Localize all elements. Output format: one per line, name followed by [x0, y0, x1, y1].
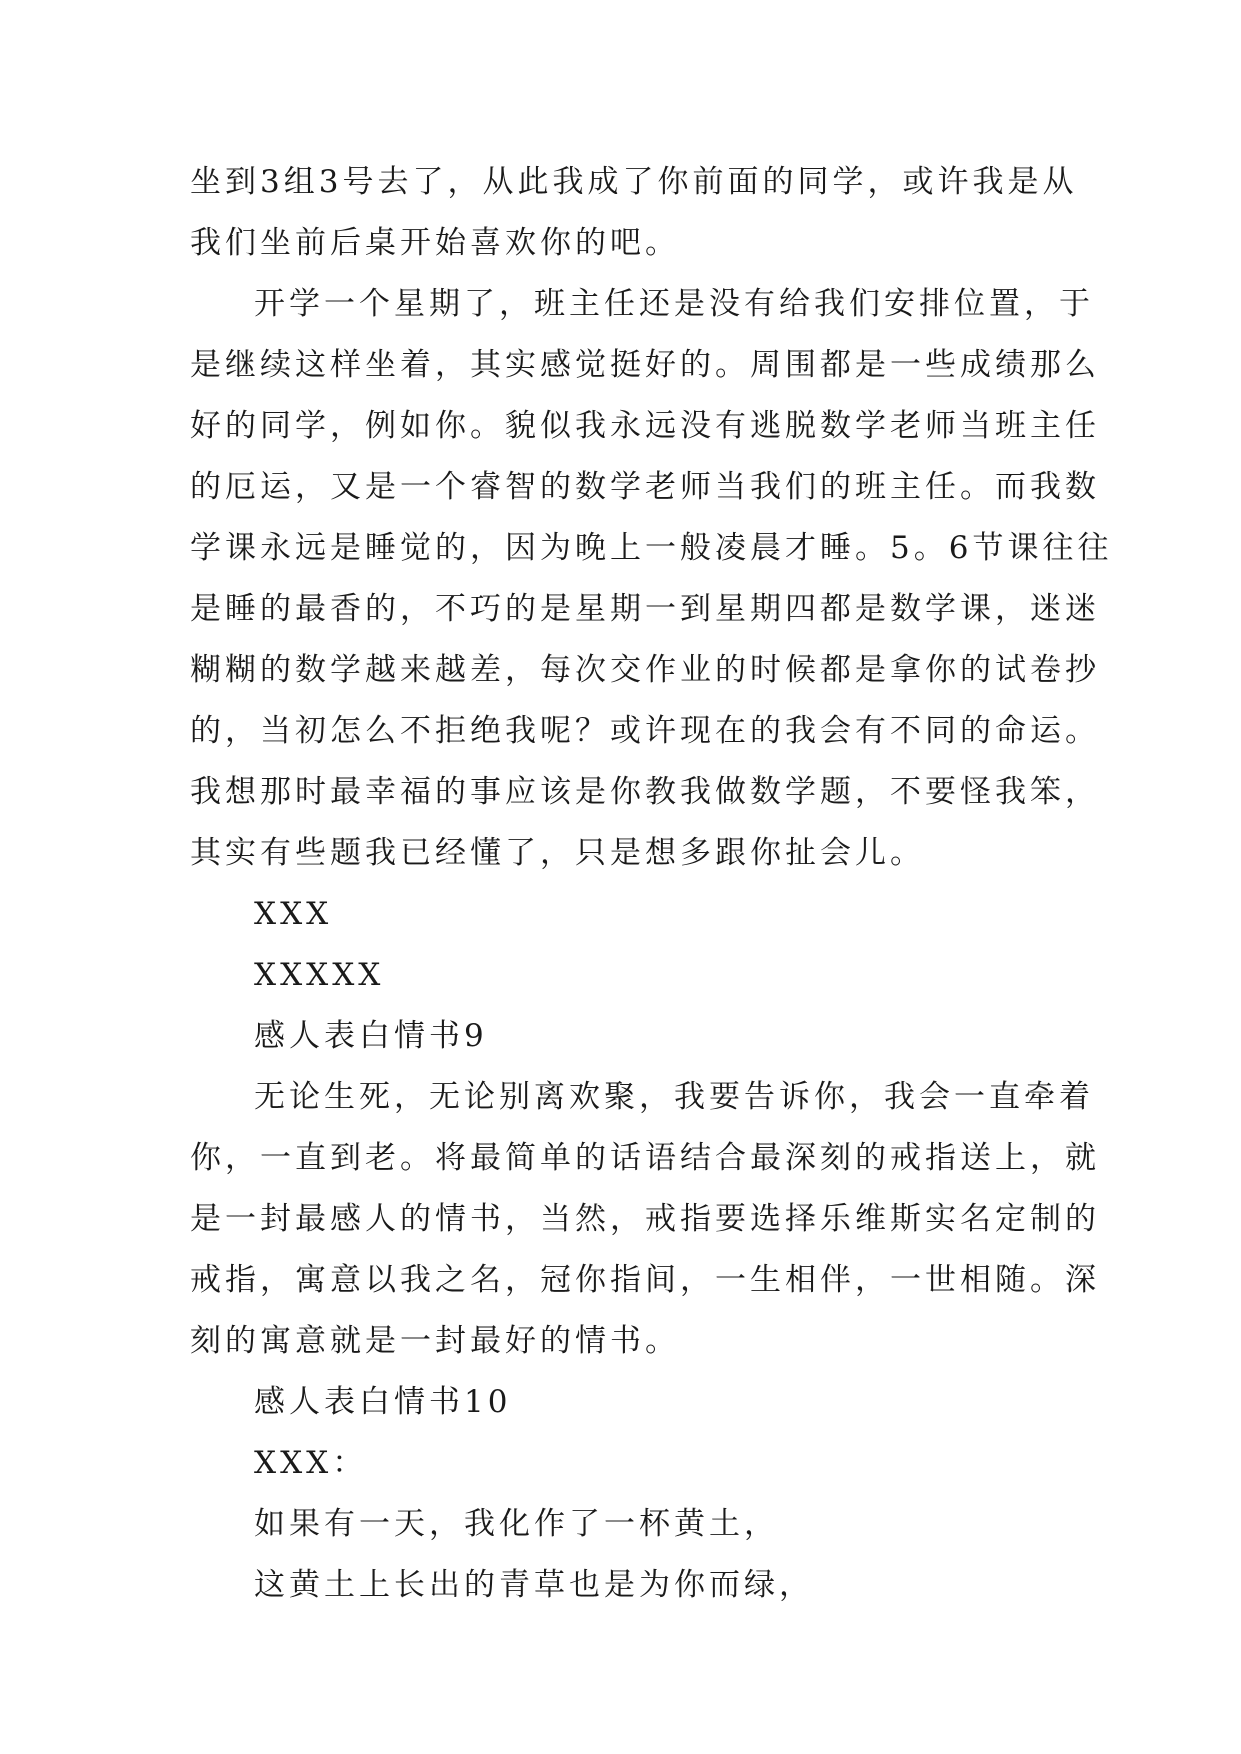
text-line: 你，一直到老。将最简单的话语结合最深刻的戒指送上，就: [190, 1140, 1100, 1176]
text-line: 是继续这样坐着，其实感觉挺好的。周围都是一些成绩那么: [190, 347, 1100, 383]
text-line: 开学一个星期了，班主任还是没有给我们安排位置，于: [254, 286, 1094, 322]
signature-name: XXXXX: [254, 957, 385, 993]
text-line: 是一封最感人的情书，当然，戒指要选择乐维斯实名定制的: [190, 1201, 1100, 1237]
section-heading: 感人表白情书9: [254, 1018, 488, 1054]
salutation: XXX：: [254, 1445, 368, 1481]
text-line: 坐到3组3号去了，从此我成了你前面的同学，或许我是从: [190, 164, 1078, 200]
text-line: 无论生死，无论别离欢聚，我要告诉你，我会一直牵着: [254, 1079, 1094, 1115]
text-line: 好的同学，例如你。貌似我永远没有逃脱数学老师当班主任: [190, 408, 1100, 444]
text-line: 我们坐前后桌开始喜欢你的吧。: [190, 225, 680, 261]
text-line: 学课永远是睡觉的，因为晚上一般凌晨才睡。5。6节课往往: [190, 530, 1113, 566]
recipient-name: XXX: [254, 896, 333, 932]
text-line: 其实有些题我已经懂了，只是想多跟你扯会儿。: [190, 835, 925, 871]
text-line: 糊糊的数学越来越差，每次交作业的时候都是拿你的试卷抄: [190, 652, 1100, 688]
text-line: 是睡的最香的，不巧的是星期一到星期四都是数学课，迷迷: [190, 591, 1100, 627]
text-line: 的，当初怎么不拒绝我呢？或许现在的我会有不同的命运。: [190, 713, 1100, 749]
poem-line: 这黄土上长出的青草也是为你而绿，: [254, 1567, 814, 1603]
text-line: 我想那时最幸福的事应该是你教我做数学题，不要怪我笨，: [190, 774, 1100, 810]
poem-line: 如果有一天，我化作了一杯黄土，: [254, 1506, 779, 1542]
text-line: 刻的寓意就是一封最好的情书。: [190, 1323, 680, 1359]
document-body: [190, 152, 1113, 1616]
text-line: 的厄运，又是一个睿智的数学老师当我们的班主任。而我数: [190, 469, 1100, 505]
section-heading: 感人表白情书10: [254, 1384, 512, 1420]
text-line: 戒指，寓意以我之名，冠你指间，一生相伴，一世相随。深: [190, 1262, 1100, 1298]
